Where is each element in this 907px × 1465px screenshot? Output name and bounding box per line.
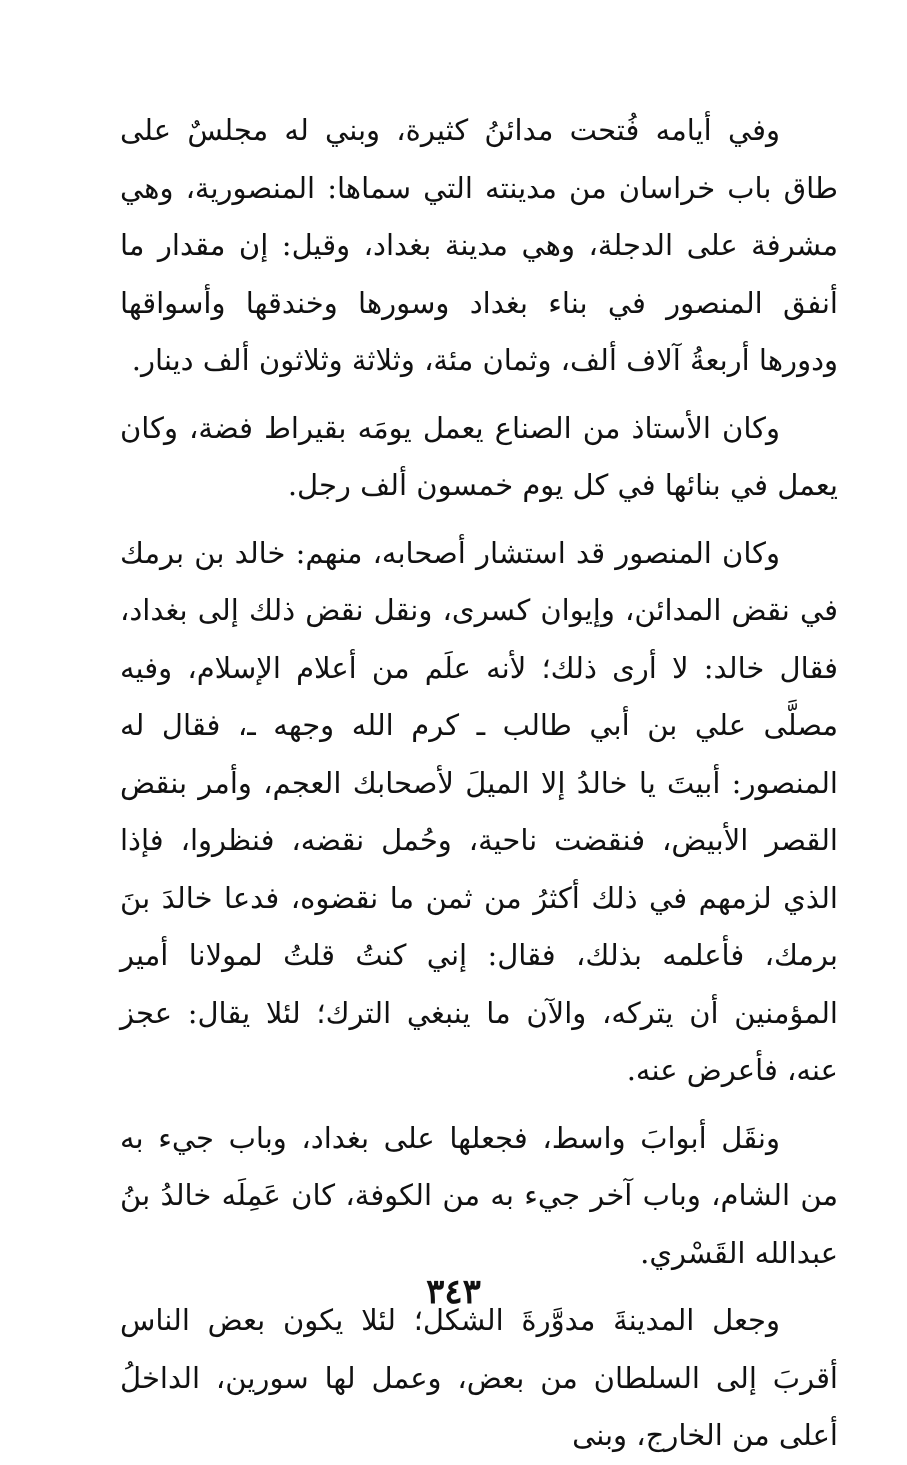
paragraph: وجعل المدينةَ مدوَّرةَ الشكل؛ لئلا يكون بعض الناس أقربَ إلى السلطان من بعض، وعمل لها سورين، الداخلُ أعلى من الخارج، وبنى <box>120 1303 838 1452</box>
paragraph: ونقَل أبوابَ واسط، فجعلها على بغداد، وباب جيء به من الشام، وباب آخر جيء به من الكوفة، كان عَمِلَه خالدُ بنُ عبدالله القَسْري. <box>120 1120 838 1270</box>
paragraph: وفي أيامه فُتحت مدائنُ كثيرة، وبني له مجلسٌ على طاق باب خراسان من مدينته التي سماها: المنصورية، وهي مشرفة على الدجلة، وهي مدينة بغداد، وقيل: إن مقدار ما أنفق المنصور في بناء بغداد وسورها وخندقها وأسواقها ودورها أربعةُ آلاف ألف، وثمان مئة، وثلاثة وثلاثون ألف دينار. <box>120 113 838 377</box>
book-page-body <box>120 102 838 1465</box>
paragraph: وكان الأستاذ من الصناع يعمل يومَه بقيراط فضة، وكان يعمل في بنائها في كل يوم خمسون ألف رجل. <box>120 410 838 502</box>
paragraph: وكان المنصور قد استشار أصحابه، منهم: خالد بن برمك في نقض المدائن، وإيوان كسرى، ونقل نقض ذلك إلى بغداد، فقال خالد: لا أرى ذلك؛ لأنه علَم من أعلام الإسلام، وفيه مصلَّى علي بن أبي طالب ـ كرم الله وجهه ـ، فقال له المنصور: أبيتَ يا خالدُ إلا الميلَ لأصحابك العجم، وأمر بنقض القصر الأبيض، فنقضت ناحية، وحُمل نقضه، فنظروا، فإذا الذي لزمهم في ذلك أكثرُ من ثمن ما نقضوه، فدعا خالدَ بنَ برمك، فأعلمه بذلك، فقال: إني كنتُ قلتُ لمولانا أمير المؤمنين أن يتركه، والآن ما ينبغي الترك؛ لئلا يقال: عجز عنه، فأعرض عنه. <box>120 535 838 1087</box>
page-number: ٣٤٣ <box>426 1272 481 1312</box>
